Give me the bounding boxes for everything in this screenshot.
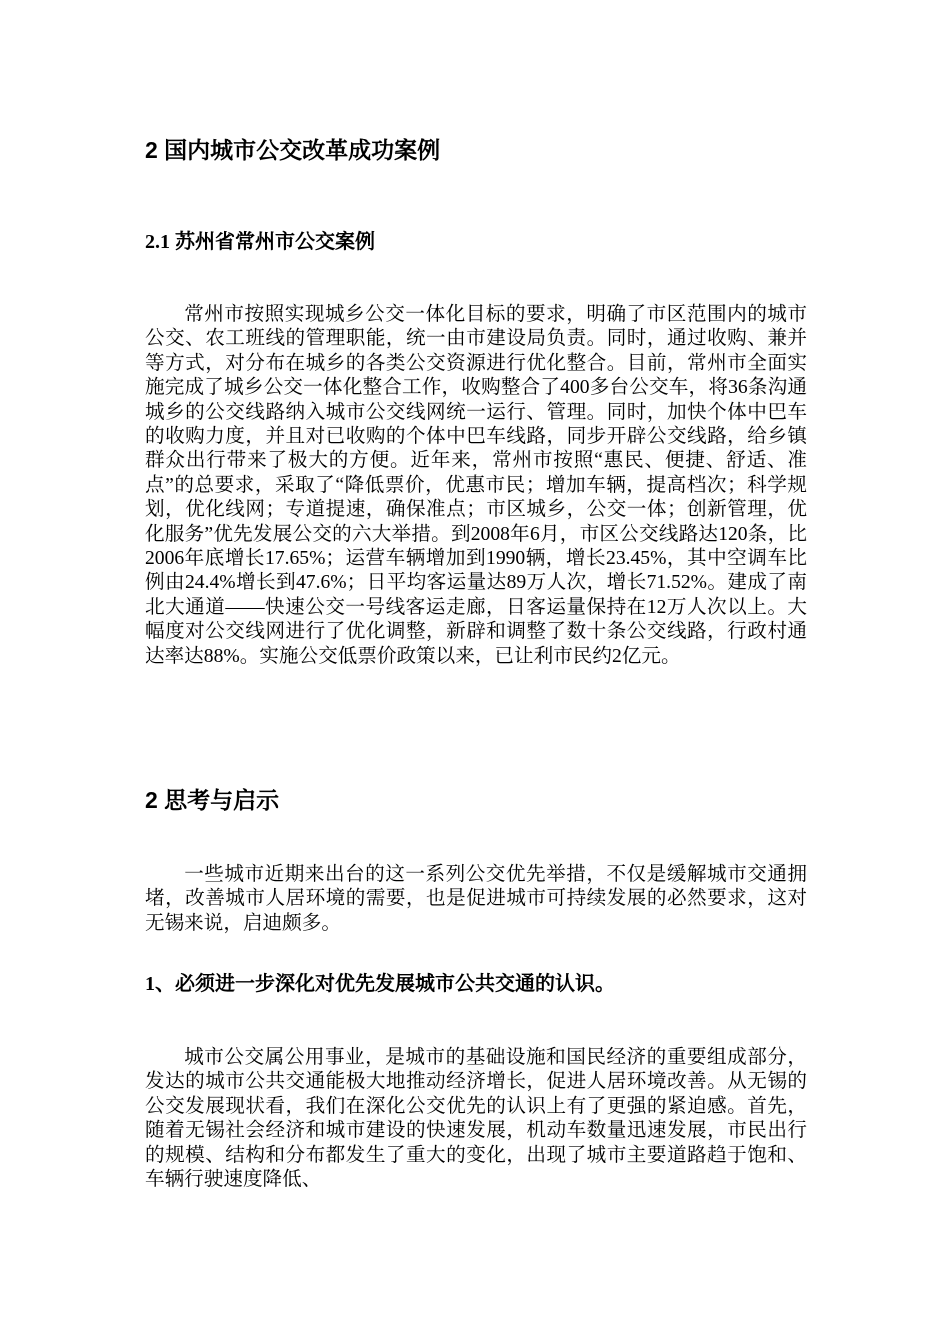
body-paragraph: 城市公交属公用事业，是城市的基础设施和国民经济的重要组成部分，发达的城市公共交通能极大地推动经济增长，促进人居环境改善。从无锡的公交发展现状看，我们在深化公交优先的认识上有了更强的紧迫感。首先，随着无锡社会经济和城市建设的快速发展，机动车数量迅速发展，市民出行的规模、结构和分布都发生了重大的变化，出现了城市主要道路趋于饱和、车辆行驶速度降低、	[145, 1047, 807, 1191]
body-paragraph: 一些城市近期来出台的这一系列公交优先举措，不仅是缓解城市交通拥堵，改善城市人居环境的需要，也是促进城市可持续发展的必然要求，这对无锡来说，启迪颇多。	[145, 864, 807, 934]
subsection-heading: 2.1 苏州省常州市公交案例	[145, 231, 375, 253]
section-heading: 2 国内城市公交改革成功案例	[145, 137, 441, 163]
body-paragraph: 常州市按照实现城乡公交一体化目标的要求，明确了市区范围内的城市公交、农工班线的管理职能，统一由市建设局负责。同时，通过收购、兼并等方式，对分布在城乡的各类公交资源进行优化整合。目前，常州市全面实施完成了城乡公交一体化整合工作，收购整合了400多台公交车，将36条沟通城乡的公交线路纳入城市公交线网统一运行、管理。同时，加快个体中巴车的收购力度，并且对已收购的个体中巴车线路，同步开辟公交线路，给乡镇群众出行带来了极大的方便。近年来，常州市按照“惠民、便捷、舒适、准点”的总要求，采取了“降低票价，优惠市民；增加车辆，提高档次；科学规划，优化线网；专道提速，确保准点；市区城乡，公交一体；创新管理，优化服务”优先发展公交的六大举措。到2008年6月，市区公交线路达120条，比2006年底增长17.65%；运营车辆增加到1990辆，增长23.45%，其中空调车比例由24.4%增长到47.6%；日平均客运量达89万人次，增长71.52%。建成了南北大通道——快速公交一号线客运走廊，日客运量保持在12万人次以上。大幅度对公交线网进行了优化调整，新辟和调整了数十条公交线路，行政村通达率达88%。实施公交低票价政策以来，已让利市民约2亿元。	[145, 304, 807, 667]
subsection-heading: 1、必须进一步深化对优先发展城市公共交通的认识。	[145, 973, 615, 995]
section-heading: 2 思考与启示	[145, 787, 280, 813]
